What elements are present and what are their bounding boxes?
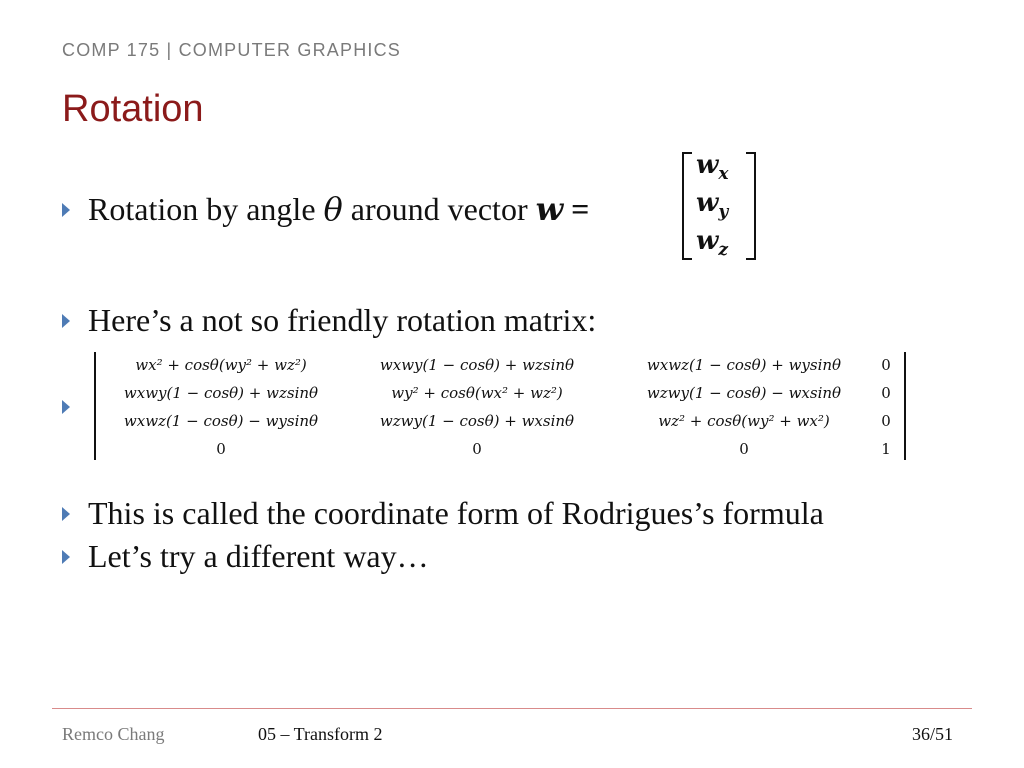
matrix-cell: 0	[216, 440, 226, 458]
footer-author: Remco Chang	[62, 724, 165, 744]
footer-page-number: 36/51	[912, 724, 954, 744]
bullet-text: Let’s try a different way…	[88, 538, 429, 574]
matrix-cell: wxwy(1 − cosθ) + wzsinθ	[123, 384, 319, 402]
w-vector	[682, 152, 756, 260]
bullet-text: Rotation by angle	[88, 191, 324, 227]
matrix-cell: 0	[881, 356, 891, 374]
bullet-arrow-icon	[62, 400, 70, 414]
theta-symbol: θ	[323, 190, 343, 228]
matrix-row	[96, 408, 904, 434]
bullet-text: Here’s a not so friendly rotation matrix:	[88, 302, 597, 338]
matrix-cell: wz² + cosθ(wy² + wx²)	[658, 412, 830, 430]
bullet-text-continued: around vector	[342, 191, 536, 227]
footer-lecture-title: 05 – Transform 2	[258, 724, 383, 744]
w-symbol: w	[535, 190, 564, 228]
vector-entry-y: $w_y$	[696, 188, 729, 222]
matrix-cell: wxwy(1 − cosθ) + wzsinθ	[379, 356, 575, 374]
matrix-cell: 0	[881, 412, 891, 430]
matrix-cell: 0	[881, 384, 891, 402]
bullet-different-way	[62, 538, 429, 575]
footer-divider	[52, 708, 972, 709]
matrix-cell: wxwz(1 − cosθ) − wysinθ	[123, 412, 319, 430]
bullet-arrow-icon	[62, 203, 70, 217]
matrix-cell: 1	[881, 440, 891, 458]
bullet-text: This is called the coordinate form of Rodrigues’s formula	[88, 495, 824, 531]
bullet-arrow-icon	[62, 550, 70, 564]
matrix-row	[96, 352, 904, 378]
vector-entry-z: $w_z$	[696, 226, 729, 260]
matrix-cell: wx² + cosθ(wy² + wz²)	[135, 356, 307, 374]
bullet-matrix-intro	[62, 302, 596, 339]
bullet-rotation-definition	[62, 190, 589, 228]
bullet-arrow-icon	[62, 507, 70, 521]
slide-title: Rotation	[62, 88, 204, 130]
matrix-row	[96, 436, 904, 462]
matrix-cell: wxwz(1 − cosθ) + wysinθ	[646, 356, 842, 374]
rotation-matrix	[94, 352, 906, 460]
equals-sign: =	[563, 191, 590, 227]
bullet-arrow-icon	[62, 314, 70, 328]
vector-entry-x: $w_x$	[696, 150, 729, 184]
bullet-rodrigues	[62, 495, 824, 532]
matrix-cell: 0	[739, 440, 749, 458]
matrix-row	[96, 380, 904, 406]
matrix-cell: wzwy(1 − cosθ) + wxsinθ	[379, 412, 575, 430]
matrix-cell: wy² + cosθ(wx² + wz²)	[391, 384, 563, 402]
course-header: COMP 175 | COMPUTER GRAPHICS	[62, 40, 402, 60]
matrix-cell: 0	[472, 440, 482, 458]
matrix-cell: wzwy(1 − cosθ) − wxsinθ	[646, 384, 842, 402]
